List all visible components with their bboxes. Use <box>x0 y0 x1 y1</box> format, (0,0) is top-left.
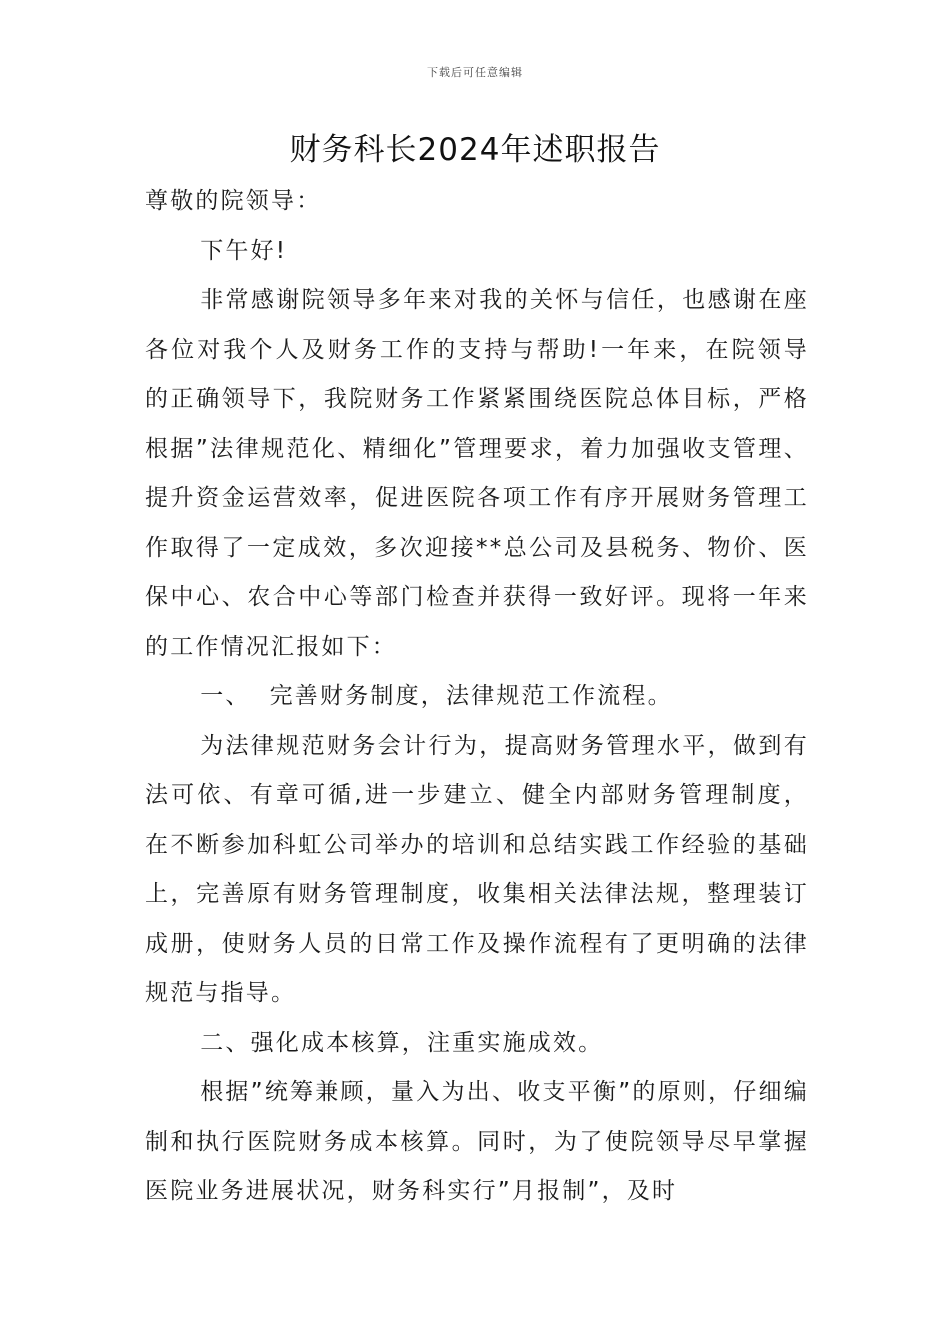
section-heading-2: 二、强化成本核算，注重实施成效。 <box>200 1029 604 1056</box>
document-title: 财务科长2024年述职报告 <box>289 132 661 168</box>
paragraph-intro: 非常感谢院领导多年来对我的关怀与信任，也感谢在座各位对我个人及财务工作的支持与帮助!一年来，在院领导的正确领导下，我院财务工作紧紧围绕医院总体目标，严格根据”法律规范化、精细化”管理要求，着力加强收支管理、提升资金运营效率，促进医院各项工作有序开展财务管理工作取得了一定成效，多次迎接**总公司及县税务、物价、医保中心、农合中心等部门检查并获得一致好评。现将一年来的工作情况汇报如下： <box>145 287 809 660</box>
paragraph-section-2: 根据”统筹兼顾，量入为出、收支平衡”的原则，仔细编制和执行医院财务成本核算。同时，为了使院领导尽早掌握医院业务进展状况，财务科实行”月报制”，及时 <box>145 1079 809 1204</box>
paragraph-section-1: 为法律规范财务会计行为，提高财务管理水平，做到有法可依、有章可循,进一步建立、健全内部财务管理制度，在不断参加科虹公司举办的培训和总结实践工作经验的基础上，完善原有财务管理制度，收集相关法律法规，整理装订成册，使财务人员的日常工作及操作流程有了更明确的法律规范与指导。 <box>145 732 809 1006</box>
greeting: 下午好! <box>200 237 288 264</box>
document-body <box>145 177 809 1217</box>
section-heading-1: 一、 完善财务制度，法律规范工作流程。 <box>200 683 673 709</box>
header-note: 下载后可任意编辑 <box>427 66 523 79</box>
salutation: 尊敬的院领导： <box>145 188 322 214</box>
